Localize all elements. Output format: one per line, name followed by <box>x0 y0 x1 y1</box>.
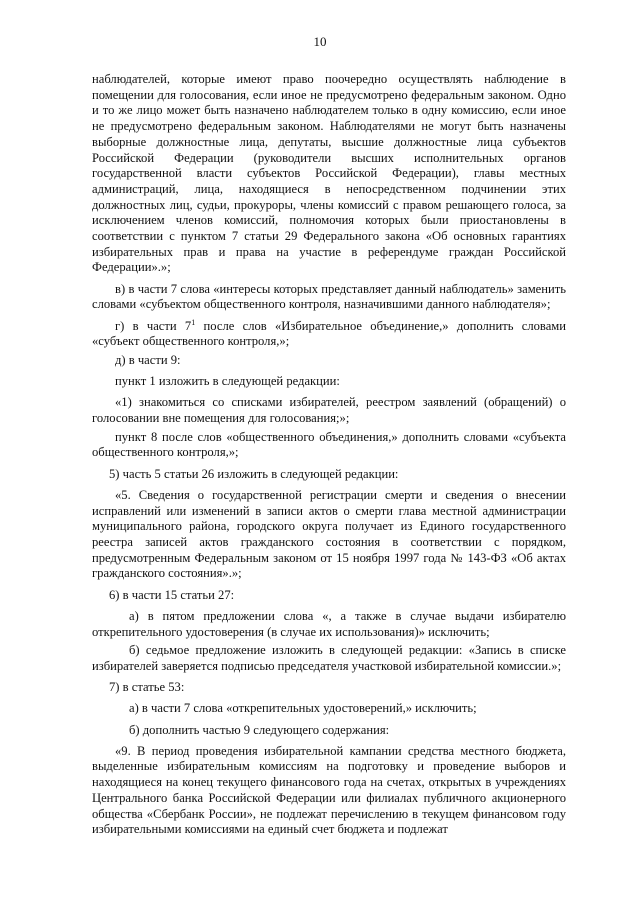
paragraph-part-9-text: «9. В период проведения избирательной кампании средства местного бюджета, выделенные избирательным комиссиям на подготовку и проведение выборов и находящиеся на конец текущего финансового года на счетах, открытых в учреждениях Центрального банка Российской Федерации или филиалах публичного акционерного общества «Сбербанк России», не подлежат перечислению в текущем финансовом году избирательными комиссиями на единый счет бюджета и подлежат <box>92 743 566 837</box>
paragraph-amendment-d: д) в части 9: <box>115 352 181 367</box>
paragraph-amendment-b-seventh-sentence: б) седьмое предложение изложить в следующей редакции: «Запись в списке избирателей заверяется подписью председателя участковой избирательной комиссии.»; <box>92 643 566 673</box>
paragraph-amendment-b-part-9: б) дополнить частью 9 следующего содержания: <box>129 722 390 737</box>
amendment-g-text-start: г) в части 7 <box>115 318 192 333</box>
paragraph-point-5: 5) часть 5 статьи 26 изложить в следующей редакции: <box>109 466 399 481</box>
paragraph-amendment-a-fifth-sentence: а) в пятом предложении слова «, а также в случае выдачи избирателю открепительного удостоверения (в случае их использования)» исключить; <box>92 608 566 639</box>
paragraph-point-6: 6) в части 15 статьи 27: <box>109 587 235 602</box>
superscript-index: 1 <box>191 317 196 327</box>
paragraph-amendment-v: в) в части 7 слова «интересы которых представляет данный наблюдатель» заменить словами «субъектом общественного контроля, назначившими данного наблюдателя»; <box>92 281 566 312</box>
page-body <box>92 72 566 838</box>
paragraph-item-1-text: «1) знакомиться со списками избирателей, реестром заявлений (обращений) о голосовании вне помещения для голосования;»; <box>92 395 566 426</box>
paragraph-amendment-g <box>92 319 566 350</box>
paragraph-amendment-a-part-7: а) в части 7 слова «открепительных удостоверений,» исключить; <box>129 701 477 716</box>
paragraph-item-8: пункт 8 после слов «общественного объединения,» дополнить словами «субъекта общественного контроля,»; <box>92 429 566 460</box>
paragraph-observers-continued: наблюдателей, которые имеют право поочередно осуществлять наблюдение в помещении для голосования, если иное не предусмотрено федеральным законом. Одно и то же лицо может быть назначено наблюдателем только в одну комиссию, если иное не предусмотрено федеральным законом. Наблюдателями не могут быть назначены выборные должностные лица, депутаты, высшие должностные лица субъектов Российской Федерации (руководители высших исполнительных органов государственной власти субъектов Российской Федерации), главы местных администраций, лица, находящиеся в непосредственном подчинении этих должностных лиц, судьи, прокуроры, члены комиссий с правом решающего голоса, за исключением членов комиссий, полномочия которых были приостановлены в соответствии с пунктом 7 статьи 29 Федерального закона «Об основных гарантиях избирательных прав и права на участие в референдуме граждан Российской Федерации».»; <box>92 72 566 275</box>
paragraph-item-1-heading: пункт 1 изложить в следующей редакции: <box>115 374 340 389</box>
amendment-g-text-end: после слов «Избирательное объединение,» дополнить словами «субъект общественного контроля,»; <box>92 318 566 349</box>
page-number: 10 <box>313 34 327 49</box>
paragraph-point-7: 7) в статье 53: <box>109 680 185 695</box>
paragraph-death-registration: «5. Сведения о государственной регистрации смерти и сведения о внесении исправлений или изменений в записи актов о смерти глава местной администрации муниципального района, городского округа получает из Единого государственного реестра записей актов гражданского состояния в соответствии с порядком, предусмотренным Федеральным законом от 15 ноября 1997 года № 143-ФЗ «Об актах гражданского состояния».»; <box>92 487 566 581</box>
